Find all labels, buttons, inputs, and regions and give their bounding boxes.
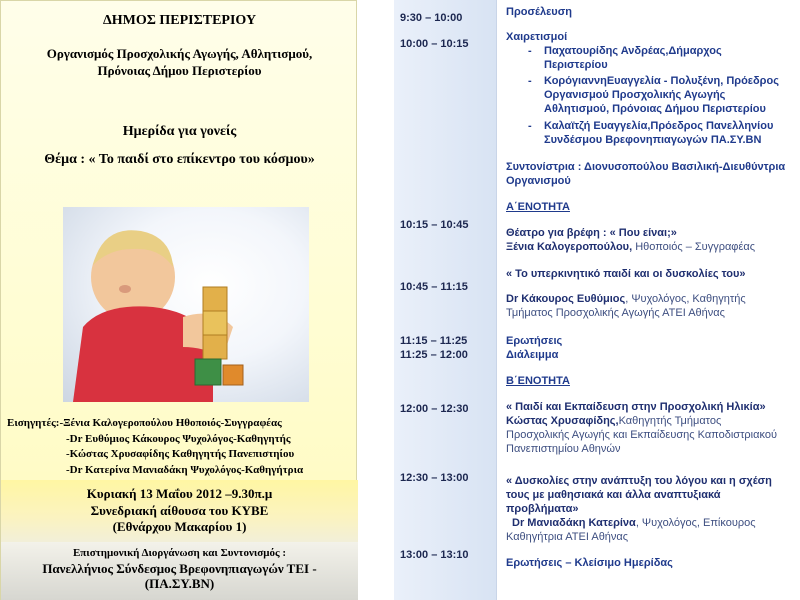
talk-3 <box>506 400 796 456</box>
speakers-list <box>7 416 303 478</box>
greeting-line: Οργανισμού Προσχολικής Αγωγής <box>544 89 726 101</box>
time-slot: 10:15 – 10:45 <box>400 219 469 231</box>
organizer-block <box>1 542 358 600</box>
talk-title: « Παιδί και Εκπαίδευση στην Προσχολική Ηλικία» <box>506 401 766 413</box>
greeting-line: Καλαϊτζή Ευαγγελία,Πρόεδρος Πανελληνίου <box>544 120 774 132</box>
time-slot: 11:25 – 12:00 <box>400 349 468 361</box>
speaker-name: Dr Κάκουρος Ευθύμιος <box>506 293 626 305</box>
greeting-item: - Παχατουρίδης Ανδρέας,Δήμαρχος Περιστερίου <box>506 44 796 72</box>
speaker-line: Εισηγητές:-Ξένια Καλογεροπούλου Ηθοποιός-Συγγραφέας <box>7 417 282 429</box>
talk-title: « Το υπερκινητικό παιδί και οι δυσκολίες του» <box>506 268 746 280</box>
speaker-name: Κώστας Χρυσαφίδης, <box>506 415 619 427</box>
child-with-blocks-photo <box>63 207 309 402</box>
venue-address: (Εθνάρχου Μακαρίου 1) <box>112 519 247 534</box>
speaker-role: Τμήματος Προσχολικής Αγωγής ΑΤΕΙ Αθήνας <box>506 307 725 319</box>
agenda-coordinator <box>506 160 796 188</box>
speaker-name: Dr Μανιαδάκη Κατερίνα <box>512 517 636 529</box>
time-slot: 10:45 – 11:15 <box>400 281 468 293</box>
time-slot: 11:15 – 11:25 <box>400 335 468 347</box>
talk-1 <box>506 226 796 254</box>
flyer-left-panel <box>0 0 357 600</box>
event-theme: Θέμα : « Το παιδί στο επίκεντρο του κόσμου» <box>44 152 315 167</box>
speaker-role: , Ψυχολόγος, Καθηγητής <box>625 293 746 305</box>
speaker-role: Πανεπιστημίου Αθηνών <box>506 443 621 455</box>
speaker-role: Προσχολικής Αγωγής και Εκπαίδευσης Καποδιστριακού <box>506 429 777 441</box>
talk-2-speaker <box>506 292 796 320</box>
greeting-line: ΚορόγιαννηΕυαγγελία - Πολυξένη, Πρόεδρος <box>544 75 779 87</box>
coordinator-line: Οργανισμού <box>506 175 571 187</box>
organization-line: Πρόνοιας Δήμου Περιστερίου <box>97 63 262 78</box>
agenda-arrival: Προσέλευση <box>506 6 572 18</box>
time-column <box>394 0 497 600</box>
time-slot: 9:30 – 10:00 <box>400 12 463 24</box>
talk-title: προβλήματα» <box>506 503 579 515</box>
greeting-line: Παχατουρίδης Ανδρέας,Δήμαρχος <box>544 45 722 57</box>
speaker-role: Καθηγήτρια ΑΤΕΙ Αθήνας <box>506 531 629 543</box>
greeting-line: Συνδέσμου Βρεφονηπιαγωγών ΠΑ.ΣΥ.ΒΝ <box>544 134 762 146</box>
speaker-line: -Κώστας Χρυσαφίδης Καθηγητής Πανεπιστηίου <box>66 448 295 460</box>
time-slot: 12:00 – 12:30 <box>400 403 469 415</box>
speaker-name: Ξένια Καλογεροπούλου, <box>506 241 633 253</box>
greeting-item: - ΚορόγιαννηΕυαγγελία - Πολυξένη, Πρόεδρος Οργανισμού Προσχολικής Αγωγής Αθλητισμού, Πρόνοιας Δήμου Περιστερίου <box>506 74 796 116</box>
organization-line: Οργανισμός Προσχολικής Αγωγής, Αθλητισμού, <box>46 46 313 61</box>
coordinator-line: Συντονίστρια : Διονυσοπούλου Βασιλική-Διευθύντρια <box>506 161 786 173</box>
greeting-item: - Καλαϊτζή Ευαγγελία,Πρόεδρος Πανελληνίου Συνδέσμου Βρεφονηπιαγωγών ΠΑ.ΣΥ.ΒΝ <box>506 119 796 147</box>
section-b-heading: Β΄ΕΝΟΤΗΤΑ <box>506 375 570 387</box>
talk-4 <box>506 474 796 544</box>
talk-title: « Δυσκολίες στην ανάπτυξη του λόγου και η σχέση <box>506 475 772 487</box>
organizer-name: Πανελλήνιος Σύνδεσμος Βρεφονηπιαγωγών ΤΕΙ - <box>42 561 317 576</box>
municipality-title: ΔΗΜΟΣ ΠΕΡΙΣΤΕΡΙΟΥ <box>102 13 257 28</box>
organization-name <box>1 45 358 79</box>
talk-title: τους με μαθησιακά και άλλα αναπτυξιακά <box>506 489 721 501</box>
speaker-role: Καθηγητής Τμήματος <box>618 415 722 427</box>
agenda-closing: Ερωτήσεις – Κλείσιμο Ημερίδας <box>506 557 673 569</box>
agenda-greetings: Χαιρετισμοί <box>506 31 568 43</box>
agenda-break: Διάλειμμα <box>506 349 559 361</box>
talk-2-title <box>506 267 796 281</box>
organizer-abbrev: (ΠΑ.ΣΥ.ΒΝ) <box>144 576 215 591</box>
time-slot: 10:00 – 10:15 <box>400 38 469 50</box>
date-venue-block <box>1 480 358 542</box>
talk-title: Θέατρο για βρέφη : « Που είναι;» <box>506 227 677 239</box>
greeting-line: Περιστερίου <box>544 59 608 71</box>
speaker-line: -Dr Κατερίνα Μανιαδάκη Ψυχολόγος-Καθηγήτρια <box>66 463 304 476</box>
venue-name: Συνεδριακή αίθουσα του ΚΥΒΕ <box>90 502 269 518</box>
event-title: Ημερίδα για γονείς <box>122 124 237 139</box>
speaker-role: , Ψυχολόγος, Επίκουρος <box>635 517 756 529</box>
agenda-questions: Ερωτήσεις <box>506 335 563 347</box>
section-a-heading: Α΄ΕΝΟΤΗΤΑ <box>506 201 570 213</box>
greeting-line: Αθλητισμού, Πρόνοιας Δήμου Περιστερίου <box>544 103 766 115</box>
organizer-heading: Επιστημονική Διοργάνωση και Συντονισμός : <box>72 547 287 559</box>
speaker-role: Ηθοποιός – Συγγραφέας <box>632 241 756 253</box>
event-date: Κυριακή 13 Μαΐου 2012 –9.30π.μ <box>86 486 273 501</box>
time-slot: 12:30 – 13:00 <box>400 472 469 484</box>
speaker-line: -Dr Ευθύμιος Κάκουρος Ψυχολόγος-Καθηγητής <box>66 432 291 445</box>
time-slot: 13:00 – 13:10 <box>400 549 469 561</box>
